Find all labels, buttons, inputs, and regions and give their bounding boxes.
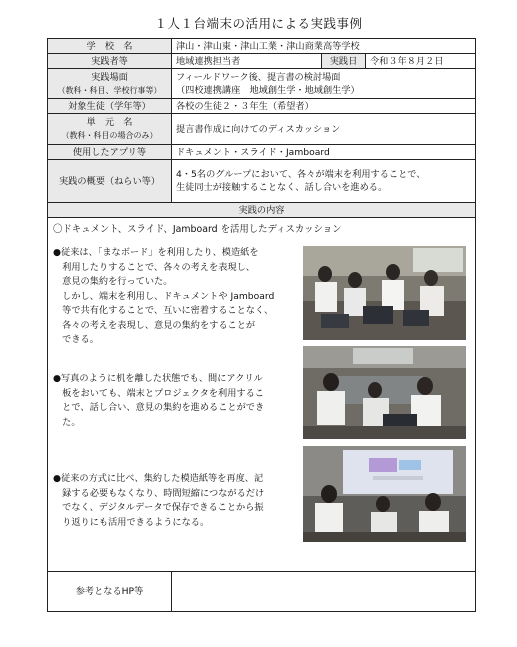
reference-value — [172, 572, 476, 612]
row-unit — [48, 114, 476, 145]
practice-form-table — [47, 38, 476, 612]
classroom-photo-1 — [303, 246, 466, 340]
overview-line-2: 生徒同士が接触することなく、話し合いを進める。 — [176, 182, 388, 193]
content-item-2 — [53, 372, 264, 430]
item3-line: ●従来の方式に比べ、集約した模造紙等を再度、記 — [53, 473, 264, 484]
unit-label: 単 元 名 — [86, 117, 133, 128]
unit-label-cell — [48, 114, 172, 145]
target-value: 各校の生徒２・３年生（希望者） — [172, 99, 476, 114]
item2-line: 板をおいても、端末とプロジェクタを利用するこ — [53, 387, 264, 399]
item1-line: 利用したりすることで、各々の考えを表現し、 — [53, 261, 255, 273]
target-label: 対象生徒（学年等） — [48, 99, 172, 114]
school-value: 津山・津山東・津山工業・津山商業高等学校 — [172, 39, 476, 54]
scene-label: 実践場面 — [91, 71, 128, 83]
item1-line: しかし、端末を利用し、ドキュメントや Jamboard — [53, 290, 275, 302]
item1-line: 等で共有化することで、互いに密着することなく、 — [53, 305, 274, 316]
classroom-photo-3 — [303, 446, 466, 542]
content-header: 実践の内容 — [48, 203, 476, 218]
overview-line-1: 4・5名のグループにおいて、各々が端末を利用することで、 — [176, 169, 426, 180]
overview-value-cell — [172, 160, 476, 203]
item1-line: ●従来は、「まなボード」を利用したり、模造紙を — [53, 247, 259, 258]
content-area — [48, 218, 475, 571]
row-content-header — [48, 203, 476, 218]
scene-label-cell — [48, 69, 172, 99]
reference-label: 参考となるHP等 — [48, 572, 172, 612]
item3-line: 録する必要もなくなり、時間短縮につながるだけ — [53, 487, 265, 499]
date-value: 令和３年８月２日 — [366, 54, 476, 69]
row-school — [48, 39, 476, 54]
row-target — [48, 99, 476, 114]
row-overview — [48, 160, 476, 203]
overview-label: 実践の概要（ねらい等） — [48, 160, 172, 203]
content-cell — [48, 218, 476, 572]
practitioner-label: 実践者等 — [48, 54, 172, 69]
row-scene — [48, 69, 476, 99]
scene-line-2: （四校連携講座 地域創生学・地域創生学） — [176, 84, 360, 96]
item3-line: でなく、デジタルデータで保存できることから振 — [53, 502, 264, 513]
row-content — [48, 218, 476, 572]
item3-line: り返りにも活用できるようになる。 — [53, 516, 210, 528]
scene-line-1: フィールドワーク後、提言書の検討場面 — [176, 71, 341, 83]
item1-line: 意見の集約を行っていた。 — [53, 276, 173, 287]
classroom-photo-2 — [303, 346, 466, 439]
apps-value: ドキュメント・スライド・Jamboard — [172, 145, 476, 160]
document-title: １人１台端末の活用による実践事例 — [154, 16, 363, 31]
row-apps — [48, 145, 476, 160]
item1-line: できる。 — [53, 334, 99, 345]
item2-line: とで、話し合い、意見の集約を進めることができ — [53, 402, 265, 413]
item2-line: た。 — [53, 416, 81, 428]
scene-value-cell — [172, 69, 476, 99]
content-item-3 — [53, 472, 264, 530]
practitioner-value: 地域連携担当者 — [172, 54, 322, 69]
row-practitioner — [48, 54, 476, 69]
item1-line: 各々の考えを表現し、意見の集約をすることが — [53, 319, 256, 331]
unit-value: 提言書作成に向けてのディスカッション — [172, 114, 476, 145]
apps-label: 使用したアプリ等 — [48, 145, 172, 160]
content-item-1 — [53, 246, 274, 348]
row-reference — [48, 572, 476, 612]
unit-sub-label: （教科・科目の場合のみ） — [61, 131, 158, 140]
school-label: 学 校 名 — [48, 39, 172, 54]
date-label: 実践日 — [322, 54, 366, 69]
content-intro: 〇ドキュメント、スライド、Jamboard を活用したディスカッション — [53, 224, 342, 235]
scene-sub-label: （教科・科目、学校行事等） — [57, 85, 162, 95]
item2-line: ●写真のように机を離した状態でも、間にアクリル — [53, 373, 263, 384]
